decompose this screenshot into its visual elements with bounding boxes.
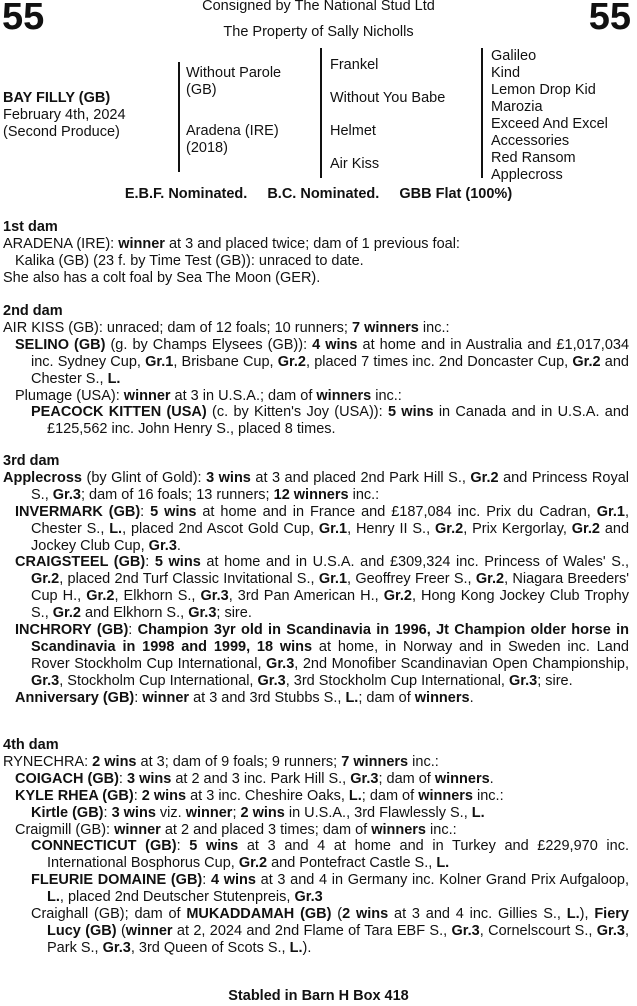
- lot-number-right: 55: [588, 0, 631, 38]
- pedigree-divider-3: [481, 48, 483, 178]
- sire-dam: Without You Babe: [330, 90, 446, 106]
- second-dam-section: [3, 303, 629, 438]
- sire-sire: Frankel: [330, 57, 379, 73]
- first-dam-foal: Kalika (GB) (23 f. by Time Test (GB)): unraced to date.: [15, 252, 364, 269]
- runner-craigmill: Craigmill (GB): winner at 2 and placed 3 times; dam of winners inc.:: [15, 821, 457, 838]
- third-dam-heading: 3rd dam: [3, 453, 60, 469]
- stabled-location: Stabled in Barn H Box 418: [228, 988, 409, 1004]
- runner-kirtle: Kirtle (GB): 3 wins viz. winner; 2 wins in U.S.A., 3rd Flawlessly S., L.: [31, 804, 485, 821]
- ebf-nomination: E.B.F. Nominated.: [124, 186, 248, 202]
- third-dam-section: [3, 453, 629, 707]
- bc-nomination: B.C. Nominated.: [267, 186, 380, 202]
- dam-year: (2018): [186, 140, 228, 156]
- pedigree-dam: [186, 123, 279, 157]
- runner-plumage: Plumage (USA): winner at 3 in U.S.A.; dam of winners inc.:: [15, 387, 402, 404]
- ggs-1: Galileo: [491, 48, 537, 64]
- horse-identity: [3, 90, 126, 141]
- second-dam-heading: 2nd dam: [3, 303, 63, 319]
- runner-craigsteel: CRAIGSTEEL (GB): 5 wins at home and in U.S.A. and £309,324 inc. Princess of Wales' S., Gr.2, placed 2nd Turf Classic Invitational S., Gr.1, Geoffrey Freer S., Gr.2, Niagara Breeders' Cup H., Gr.2, Elkhorn S., Gr.3, 3rd Pan American H., Gr.2, Hong Kong Jockey Club Trophy S., Gr.2 and Elkhorn S., Gr.3; sire.: [15, 554, 630, 622]
- sire-country: (GB): [186, 82, 217, 98]
- pedigree-divider-2: [320, 48, 322, 178]
- third-dam-line: Applecross (by Glint of Gold): 3 wins at 3 and placed 2nd Park Hill S., Gr.2 and Princess Royal S., Gr.3; dam of 16 foals; 13 runners; 12 winners inc.:: [3, 469, 629, 503]
- produce-note: (Second Produce): [3, 124, 120, 140]
- ggs-7: Red Ransom: [491, 150, 576, 166]
- ggs-3: Lemon Drop Kid: [491, 82, 596, 98]
- nominations: [0, 186, 637, 202]
- first-dam-line: ARADENA (IRE): winner at 3 and placed twice; dam of 1 previous foal:: [3, 235, 460, 252]
- ggd-2: Kind: [491, 65, 521, 81]
- ggd-6: Accessories: [491, 133, 570, 149]
- lot-number-left: 55: [2, 0, 45, 38]
- runner-inchrory: INCHRORY (GB): Champion 3yr old in Scandinavia in 1996, Jt Champion older horse in Scandinavia in 1998 and 1999, 18 wins at home, in Norway and in Sweden inc. Land Rover Stockholm Cup International, Gr.3, 2nd Monofiber Scandinavian Open Championship, Gr.3, Stockholm Cup International, Gr.3, 3rd Stockholm Cup International, Gr.3; sire.: [15, 622, 630, 689]
- property-of: The Property of Sally Nicholls: [223, 24, 414, 40]
- horse-name: BAY FILLY (GB): [3, 90, 111, 106]
- pedigree-divider-1: [178, 62, 180, 172]
- fourth-dam-section: [3, 737, 629, 957]
- runner-coigach: COIGACH (GB): 3 wins at 2 and 3 inc. Park Hill S., Gr.3; dam of winners.: [15, 770, 494, 787]
- dam-dam: Air Kiss: [330, 156, 380, 172]
- ggd-4: Marozia: [491, 99, 543, 115]
- runner-kyle-rhea: KYLE RHEA (GB): 2 wins at 3 inc. Cheshire Oaks, L.; dam of winners inc.:: [15, 787, 504, 804]
- dam-sire: Helmet: [330, 123, 376, 139]
- pedigree-third-generation: [491, 48, 608, 184]
- runner-invermark: INVERMARK (GB): 5 wins at home and in France and £187,084 inc. Prix du Cadran, Gr.1, Chester S., L., placed 2nd Ascot Gold Cup, Gr.1, Henry II S., Gr.2, Prix Kergorlay, Gr.2 and Jockey Club Cup, Gr.3.: [15, 503, 630, 554]
- ggs-5: Exceed And Excel: [491, 116, 608, 132]
- second-dam-line: AIR KISS (GB): unraced; dam of 12 foals; 10 runners; 7 winners inc.:: [3, 319, 450, 336]
- pedigree-sire: [186, 65, 281, 99]
- runner-connecticut: CONNECTICUT (GB): 5 wins at 3 and 4 at home and in Turkey and £229,970 inc. International Bosphorus Cup, Gr.2 and Pontefract Castle S., L.: [31, 838, 629, 872]
- runner-craighall: Craighall (GB); dam of MUKADDAMAH (GB) (2 wins at 3 and 4 inc. Gillies S., L.), Fiery Lucy (GB) (winner at 2, 2024 and 2nd Flame of Tara EBF S., Gr.3, Cornelscourt S., Gr.3, Park S., Gr.3, 3rd Queen of Scots S., L.).: [31, 906, 630, 956]
- first-dam-heading: 1st dam: [3, 219, 58, 235]
- dam-name: Aradena (IRE): [186, 123, 279, 139]
- fourth-dam-heading: 4th dam: [3, 737, 59, 753]
- foaling-date: February 4th, 2024: [3, 107, 126, 123]
- first-dam-colt: She also has a colt foal by Sea The Moon (GER).: [3, 269, 321, 286]
- runner-peacock-kitten: PEACOCK KITTEN (USA) (c. by Kitten's Joy (USA)): 5 wins in Canada and in U.S.A. and £125,562 inc. John Henry S., placed 8 times.: [31, 404, 629, 438]
- sire-name: Without Parole: [186, 65, 282, 81]
- gbb-nomination: GBB Flat (100%): [399, 186, 513, 202]
- consignor: Consigned by The National Stud Ltd: [202, 0, 435, 14]
- runner-selino: SELINO (GB) (g. by Champs Elysees (GB)): 4 wins at home and in Australia and £1,017,034 inc. Sydney Cup, Gr.1, Brisbane Cup, Gr.2, placed 7 times inc. 2nd Doncaster Cup, Gr.2 and Chester S., L.: [15, 336, 630, 387]
- first-dam-section: [3, 219, 629, 287]
- fourth-dam-line: RYNECHRA: 2 wins at 3; dam of 9 foals; 9 runners; 7 winners inc.:: [3, 753, 439, 770]
- runner-anniversary: Anniversary (GB): winner at 3 and 3rd Stubbs S., L.; dam of winners.: [15, 689, 474, 706]
- runner-fleurie-domaine: FLEURIE DOMAINE (GB): 4 wins at 3 and 4 in Germany inc. Kolner Grand Prix Aufgaloop, L., placed 2nd Deutscher Stutenpreis, Gr.3: [31, 872, 629, 906]
- ggd-8: Applecross: [491, 167, 563, 183]
